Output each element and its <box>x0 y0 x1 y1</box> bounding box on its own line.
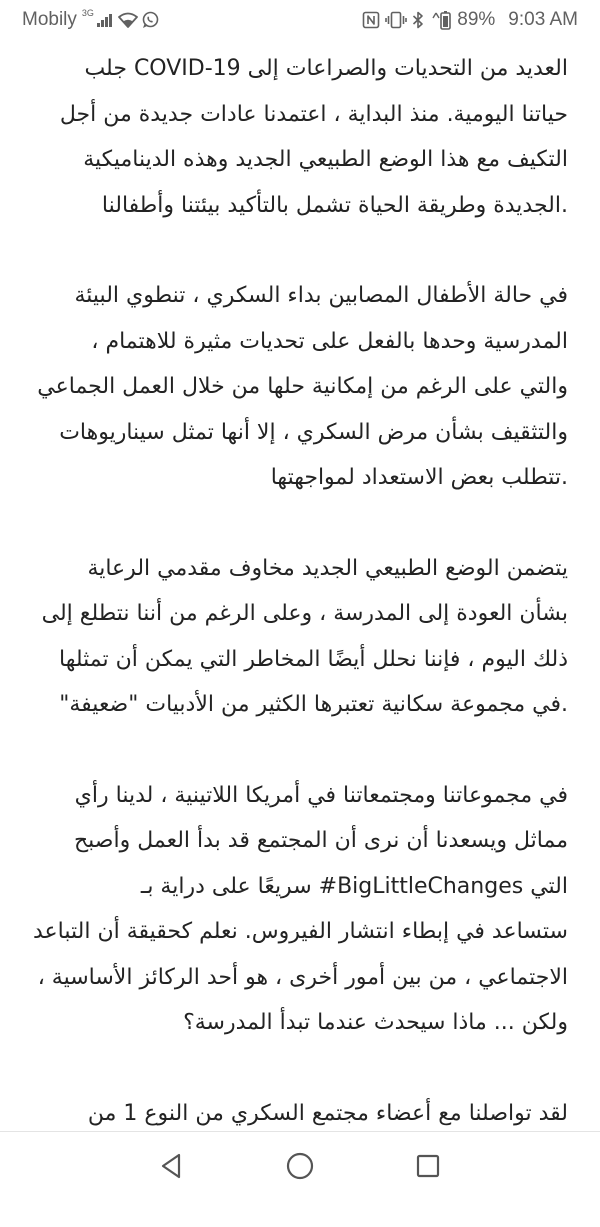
paragraph-line: .تتطلب بعض الاستعداد لمواجهتها <box>270 465 568 490</box>
carrier-name: Mobily <box>22 9 77 30</box>
paragraph-line: العديد من التحديات والصراعات إلى COVID-19 جلب <box>84 56 568 81</box>
paragraph-line: يتضمن الوضع الطبيعي الجديد مخاوف مقدمي الرعاية <box>87 555 568 581</box>
vibrate-icon <box>385 11 407 29</box>
paragraph-line: مماثل ويسعدنا أن نرى أن المجتمع قد بدأ العمل وأصبح <box>73 828 568 853</box>
article-viewport[interactable] <box>0 40 600 1132</box>
status-bar <box>0 0 600 40</box>
paragraph-line: التي BigLittleChanges# سريعًا على دراية بـ <box>140 873 568 899</box>
paragraph-line: .الجديدة وطريقة الحياة تشمل بالتأكيد بيئتنا وأطفالنا <box>101 192 568 218</box>
paragraph-line: ستساعد في إبطاء انتشار الفيروس. نعلم كحقيقة أن التباعد <box>33 919 568 944</box>
paragraph-line: المدرسية وحدها بالفعل على تحديات مثيرة للاهتمام ، <box>91 328 568 354</box>
article-paragraph <box>0 773 600 1046</box>
nfc-icon <box>362 11 380 29</box>
network-type: 3G <box>81 8 94 18</box>
home-icon <box>284 1150 316 1182</box>
paragraph-line: والتثقيف بشأن مرض السكري ، إلا أنها تمثل سيناريوهات <box>59 419 568 445</box>
back-button[interactable] <box>154 1148 190 1184</box>
home-button[interactable] <box>282 1148 318 1184</box>
status-clock: 9:03 AM <box>508 9 578 30</box>
status-bar-left <box>22 9 159 31</box>
paragraph-line: ولكن ... ماذا سيحدث عندما تبدأ المدرسة؟ <box>183 1010 568 1035</box>
paragraph-line: لقد تواصلنا مع أعضاء مجتمع السكري من النوع 1 من <box>87 1100 568 1126</box>
paragraph-line: في حالة الأطفال المصابين بداء السكري ، تنطوي البيئة <box>74 283 568 308</box>
article-paragraph <box>0 546 600 728</box>
battery-icon <box>429 10 451 30</box>
article-body <box>0 46 600 1227</box>
whatsapp-icon <box>141 11 159 29</box>
paragraph-line: ذلك اليوم ، فإننا نحلل أيضًا المخاطر التي يمكن أن تمثلها <box>59 646 568 672</box>
paragraph-line: والتي على الرغم من إمكانية حلها من خلال العمل الجماعي <box>37 374 568 399</box>
paragraph-line: حياتنا اليومية. منذ البداية ، اعتمدنا عادات جديدة من أجل <box>59 101 568 127</box>
paragraph-line: التكيف مع هذا الوضع الطبيعي الجديد وهذه الديناميكية <box>83 147 568 172</box>
paragraph-line: الاجتماعي ، من بين أمور أخرى ، هو أحد الركائز الأساسية ، <box>37 964 568 990</box>
wifi-icon <box>118 12 138 28</box>
paragraph-line: بشأن العودة إلى المدرسة ، وعلى الرغم من أننا نتطلع إلى <box>41 601 568 626</box>
recents-button[interactable] <box>410 1148 446 1184</box>
paragraph-line: .في مجموعة سكانية تعتبرها الكثير من الأدبيات "ضعيفة" <box>59 692 568 717</box>
recents-icon <box>414 1152 442 1180</box>
back-icon <box>157 1151 187 1181</box>
article-paragraph <box>0 46 600 228</box>
navigation-bar <box>0 1131 600 1200</box>
article-paragraph <box>0 273 600 501</box>
status-bar-right <box>362 9 578 31</box>
battery-percent: 89% <box>457 9 496 30</box>
signal-icon <box>97 13 112 27</box>
paragraph-line: في مجموعاتنا ومجتمعاتنا في أمريكا اللاتينية ، لدينا رأي <box>74 782 568 808</box>
bluetooth-icon <box>412 11 424 29</box>
